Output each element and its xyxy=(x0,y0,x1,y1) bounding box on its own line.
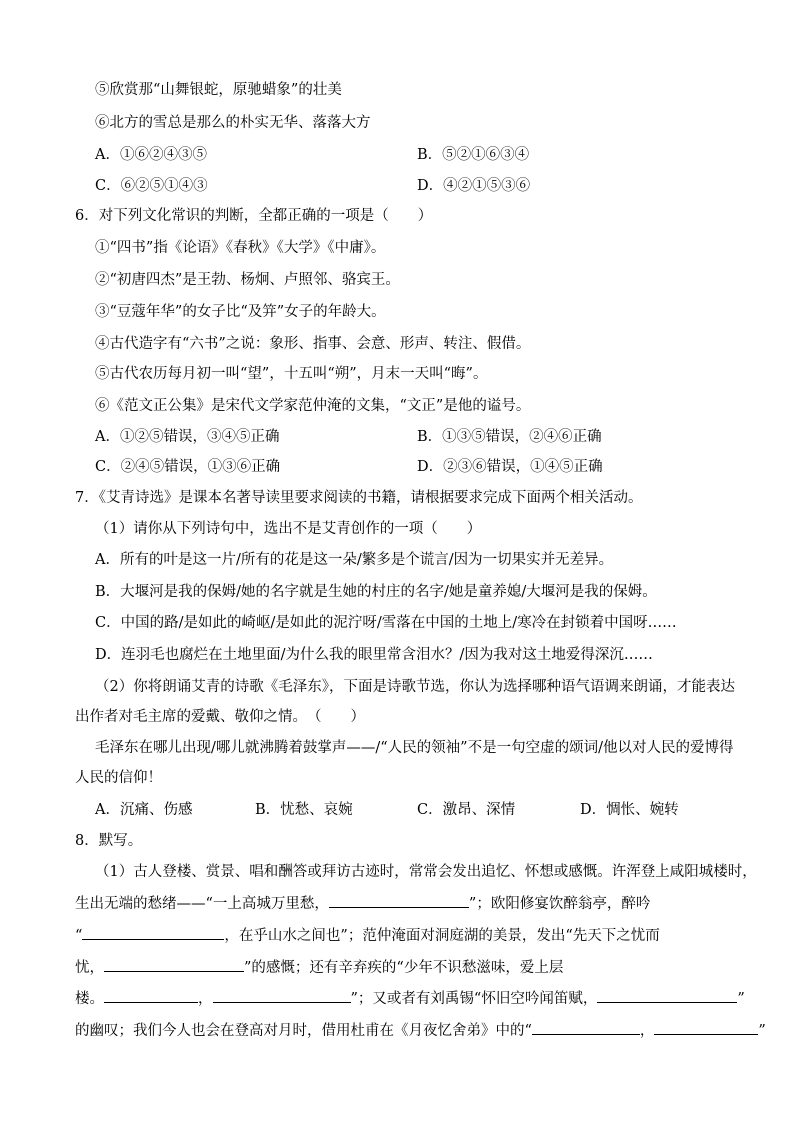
q8-text: ， xyxy=(639,1023,655,1039)
q6-item: ①“四书”指《论语》《春秋》《大学》《中庸》。 xyxy=(95,240,386,256)
q8-text: ”；欧阳修宴饮醉翁亭，醉吟 xyxy=(468,896,651,912)
q6-option-c: C．②④⑤错误，①③⑥正确 xyxy=(95,459,281,475)
q6-option-a: A．①②⑤错误，③④⑤正确 xyxy=(95,429,280,445)
q8-text: 楼。 xyxy=(75,991,104,1007)
q6-item: ②“初唐四杰”是王勃、杨炯、卢照邻、骆宾王。 xyxy=(95,272,400,288)
q5-item-6: ⑥北方的雪总是那么的朴实无华、落落大方 xyxy=(95,115,371,131)
q5-item-5: ⑤欣赏那“山舞银蛇，原驰蜡象”的壮美 xyxy=(95,82,342,98)
q8-line-2 xyxy=(75,893,650,914)
q7-sub1-option-d: D．连羽毛也腐烂在土地里面/为什么我的眼里常含泪水？/因为我对这土地爱得深沉…… xyxy=(95,647,653,663)
q5-option-d: D．④②①⑤③⑥ xyxy=(417,178,531,194)
answer-blank[interactable] xyxy=(597,988,737,1003)
q7-option-a: A．沉痛、伤感 xyxy=(95,802,193,818)
q8-text: 的幽叹；我们今人也会在登高对月时，借用杜甫在《月夜忆舍弟》中的“ xyxy=(75,1023,532,1039)
q7-poem-line2: 人民的信仰！ xyxy=(75,770,162,786)
q6-option-b: B．①③⑤错误，②④⑥正确 xyxy=(417,429,602,445)
q8-text: ” xyxy=(758,1023,766,1039)
q8-line-1: （1）古人登楼、赏景、唱和酬答或拜访古迹时，常常会发出追忆、怀想或感慨。许浑登上咸阳城楼时， xyxy=(95,864,757,880)
q6-item: ③“豆蔻年华”的女子比“及笄”女子的年龄大。 xyxy=(95,304,386,320)
q7-sub1-stem: （1）请你从下列诗句中，选出不是艾青创作的一项（ ） xyxy=(95,521,482,537)
q8-stem: 8．默写。 xyxy=(75,833,143,849)
q8-line-6 xyxy=(75,1020,766,1041)
q6-item: ⑥《范文正公集》是宋代文学家范仲淹的文集，“文正”是他的谥号。 xyxy=(95,398,531,414)
q8-text: ， xyxy=(198,991,213,1007)
q7-sub1-option-c: C．中国的路/是如此的崎岖/是如此的泥泞呀/雪落在中国的土地上/寒冷在封锁着中国呀…… xyxy=(95,615,677,631)
q8-text: 忧， xyxy=(75,960,104,976)
q7-option-d: D．惆怅、婉转 xyxy=(580,802,679,818)
answer-blank[interactable] xyxy=(532,1020,640,1035)
q7-sub2-stem-line1: （2）你将朗诵艾青的诗歌《毛泽东》，下面是诗歌节选，你认为选择哪种语气语调来朗诵，才能表达 xyxy=(95,679,735,695)
answer-blank[interactable] xyxy=(104,988,198,1003)
q7-sub1-option-b: B．大堰河是我的保姆/她的名字就是生她的村庄的名字/她是童养媳/大堰河是我的保姆。 xyxy=(95,584,657,600)
answer-blank[interactable] xyxy=(82,925,224,940)
answer-blank[interactable] xyxy=(213,988,351,1003)
answer-blank[interactable] xyxy=(654,1020,758,1035)
q8-text: ” xyxy=(737,991,745,1007)
q7-poem-line1: 毛泽东在哪儿出现/哪儿就沸腾着鼓掌声——/“人民的领袖”不是一句空虚的颂词/他以对人民的爱博得 xyxy=(95,740,734,756)
q7-option-b: B．忧愁、哀婉 xyxy=(255,802,353,818)
q6-item: ④古代造字有“六书”之说：象形、指事、会意、形声、转注、假借。 xyxy=(95,336,531,352)
answer-blank[interactable] xyxy=(104,957,244,972)
q5-option-c: C．⑥②⑤①④③ xyxy=(95,178,208,194)
q8-text: ”的感慨；还有辛弃疾的“少年不识愁滋味，爱上层 xyxy=(244,960,564,976)
q7-sub1-option-a: A．所有的叶是这一片/所有的花是这一朵/繁多是个谎言/因为一切果实并无差异。 xyxy=(95,552,614,568)
q7-option-c: C．激昂、深情 xyxy=(417,802,516,818)
q8-line-4 xyxy=(75,957,563,978)
q5-option-b: B．⑤②①⑥③④ xyxy=(417,147,530,163)
q7-sub2-stem-line2: 出作者对毛主席的爱戴、敬仰之情。 （ ） xyxy=(75,709,365,725)
q8-text: 生出无端的愁绪——“一上高城万里愁， xyxy=(75,896,329,912)
answer-blank[interactable] xyxy=(329,893,469,908)
q6-option-d: D．②③⑥错误，①④⑤正确 xyxy=(417,459,603,475)
q6-item: ⑤古代农历每月初一叫“望”，十五叫“朔”，月末一天叫“晦”。 xyxy=(95,366,488,382)
q5-option-a: A．①⑥②④③⑤ xyxy=(95,147,207,163)
q8-line-3 xyxy=(75,925,660,946)
q8-text: ，在乎山水之间也”；范仲淹面对洞庭湖的美景，发出“先天下之忧而 xyxy=(224,928,660,944)
q8-line-5 xyxy=(75,988,745,1009)
q8-text: “ xyxy=(75,928,83,944)
q8-text: ”；又或者有刘禹锡“怀旧空吟闻笛赋， xyxy=(350,991,598,1007)
q6-stem: 6．对下列文化常识的判断，全都正确的一项是（ ） xyxy=(75,208,433,224)
q7-stem: 7．《艾青诗选》是课本名著导读里要求阅读的书籍，请根据要求完成下面两个相关活动。 xyxy=(75,490,643,506)
